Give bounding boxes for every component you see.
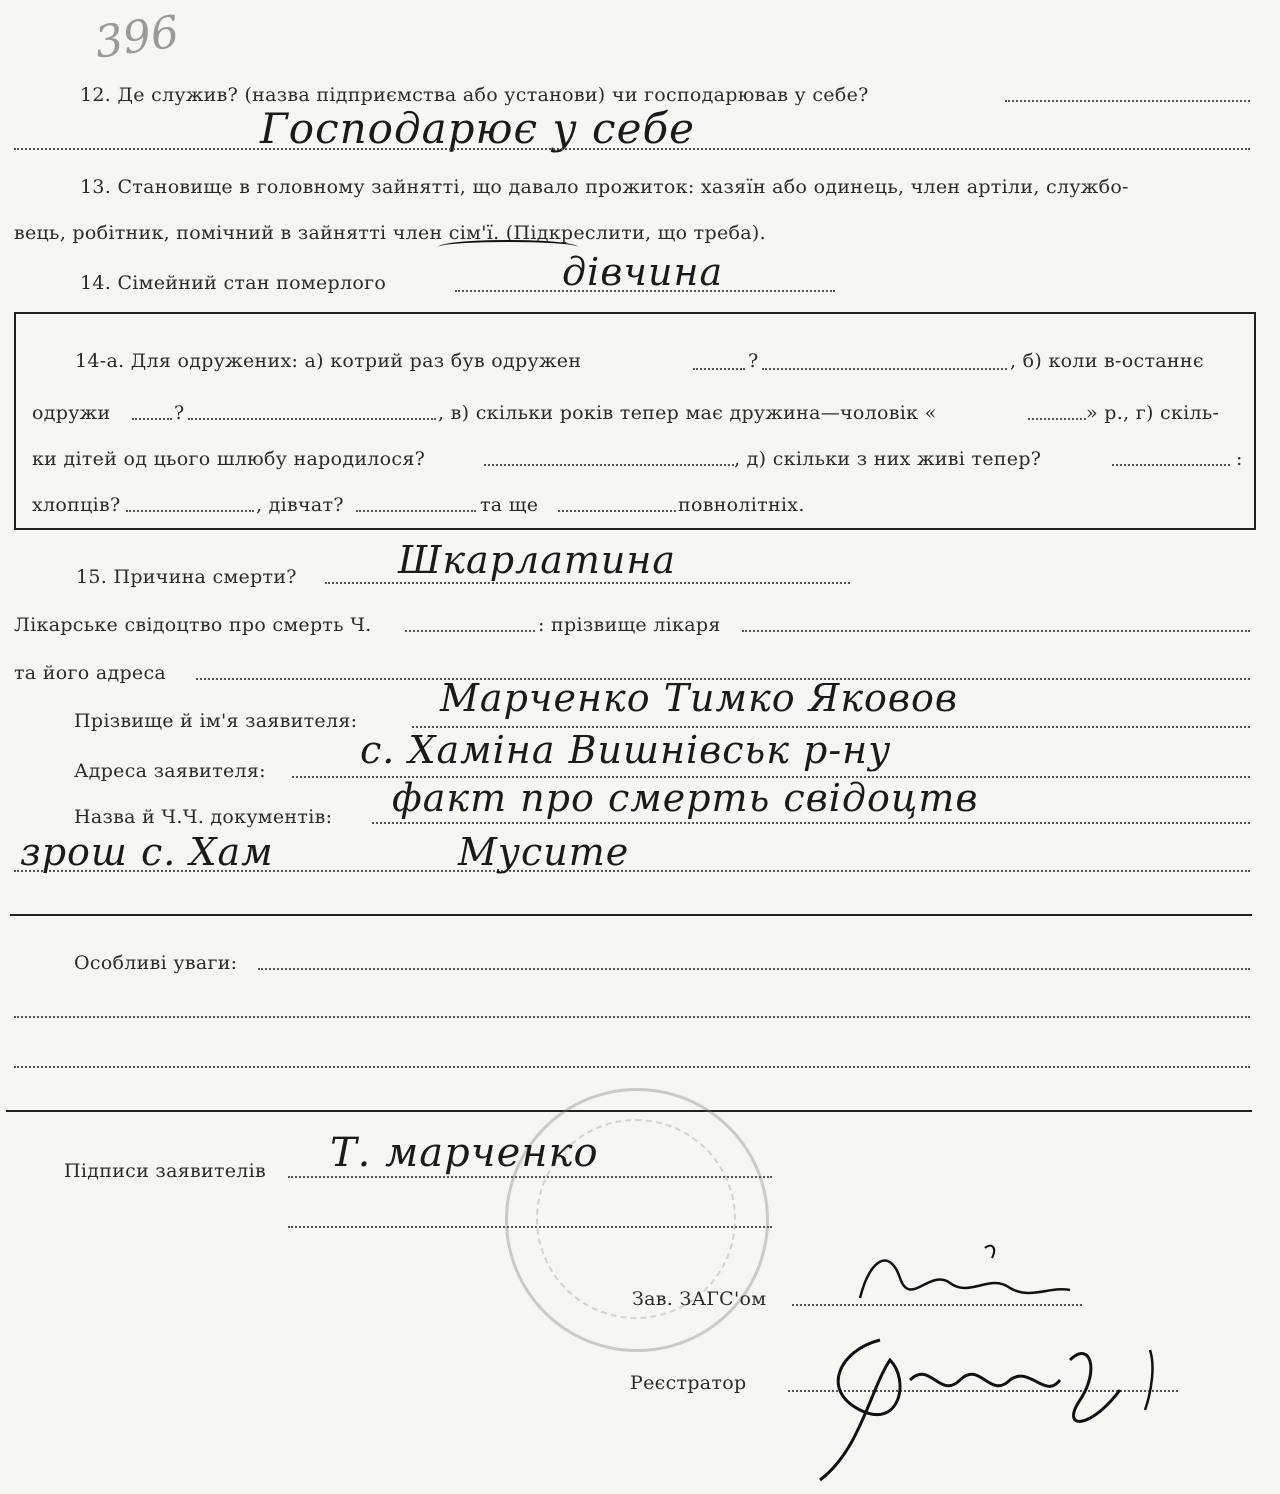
q14a-line3-mid: , д) скільки з них живі тепер?	[734, 448, 1042, 470]
special-notes-line-3	[14, 1066, 1250, 1068]
q14a-line1: 14-а. Для одружених: а) котрий раз був одружен	[75, 350, 582, 372]
special-notes-line-2	[14, 1016, 1250, 1018]
q14a-line4-girls: , дівчат?	[256, 494, 344, 516]
special-notes-label: Особливі уваги:	[74, 952, 238, 974]
applicant-signature-line-1	[288, 1176, 772, 1178]
zags-head-label: Зав. ЗАГС'ом	[632, 1288, 767, 1310]
applicant-name-value: Марченко Тимко Яковов	[440, 676, 959, 720]
applicant-address-label: Адреса заявителя:	[74, 760, 266, 782]
q14a-blank-10	[558, 510, 676, 512]
documents-value-3: Мусите	[458, 830, 630, 874]
documents-value: факт про смерть свідоцтв	[392, 776, 979, 820]
section-divider-1	[10, 914, 1252, 916]
q14a-line4-more: та ще	[480, 494, 539, 516]
q14a-line1-end: , б) коли в-останнє	[1010, 350, 1204, 372]
applicant-signature-value: Т. марченко	[330, 1130, 599, 1176]
q12-label: 12. Де служив? (назва підприємства або установи) чи господарював у себе?	[80, 84, 869, 106]
medical-cert-label: Лікарське свідоцтво про смерть Ч.	[14, 614, 372, 636]
q15-answer: Шкарлатина	[398, 538, 677, 582]
applicant-signature-line-2	[288, 1226, 772, 1228]
q14a-blank-4	[188, 418, 436, 420]
q14-answer: дівчина	[562, 250, 724, 294]
q14a-line3-end: :	[1236, 448, 1243, 470]
q14a-blank-7	[1112, 464, 1230, 466]
doctor-name-label: : прізвище лікаря	[538, 614, 721, 636]
medical-cert-number-line	[405, 630, 535, 632]
q13-line1: 13. Становище в головному зайнятті, що давало прожиток: хазяїн або одинець, член артіли, службо-	[80, 176, 1129, 198]
q14a-blank-3	[132, 418, 172, 420]
official-round-seal	[505, 1088, 769, 1352]
q15-label: 15. Причина смерти?	[76, 566, 297, 588]
q14a-line3-start: ки дітей од цього шлюбу народилося?	[32, 448, 426, 470]
q14a-blank-5	[1028, 418, 1086, 420]
special-notes-line-1	[258, 968, 1250, 970]
doctor-address-label: та його адреса	[14, 662, 167, 684]
pencil-page-number: 396	[91, 6, 183, 69]
q14a-qmark-2: ?	[174, 402, 185, 424]
q14a-line2-start: одружи	[32, 402, 111, 424]
applicant-signatures-label: Підписи заявителів	[64, 1160, 267, 1182]
q12-blank-line	[1005, 100, 1250, 102]
applicant-address-value: с. Хаміна Вишнівськ р-ну	[360, 728, 892, 772]
q13-underline-mark	[438, 240, 578, 254]
q14a-line2-end: » р., г) скіль-	[1086, 402, 1220, 424]
q14a-line2-mid: , в) скільки років тепер має дружина—чоловік «	[438, 402, 937, 424]
q14a-blank-9	[356, 510, 476, 512]
zags-head-signature	[840, 1238, 1080, 1328]
q14a-blank-1	[693, 368, 745, 370]
doctor-name-line	[742, 630, 1250, 632]
registrar-signature	[760, 1320, 1180, 1490]
q14a-blank-2	[762, 368, 1007, 370]
q14a-blank-6	[484, 464, 734, 466]
applicant-name-label: Прізвище й ім'я заявителя:	[74, 710, 358, 732]
documents-label: Назва й Ч.Ч. документів:	[74, 806, 333, 828]
q14a-line4-boys: хлопців?	[32, 494, 121, 516]
registrar-label: Реєстратор	[630, 1372, 747, 1394]
q14a-qmark-1: ?	[748, 350, 759, 372]
documents-line	[372, 822, 1250, 824]
q12-answer-line	[14, 148, 1250, 150]
q13-line2: вець, робітник, помічний в зайнятті член сім'ї. (Підкреслити, що треба).	[14, 222, 766, 244]
q15-answer-line	[325, 582, 850, 584]
q14-label: 14. Сімейний стан померлого	[80, 272, 387, 294]
q14a-blank-8	[126, 510, 254, 512]
q14a-line4-adults: повнолітніх.	[678, 494, 805, 516]
documents-value-2: зрош с. Хам	[20, 830, 274, 874]
q12-answer: Господарює у себе	[260, 104, 695, 153]
